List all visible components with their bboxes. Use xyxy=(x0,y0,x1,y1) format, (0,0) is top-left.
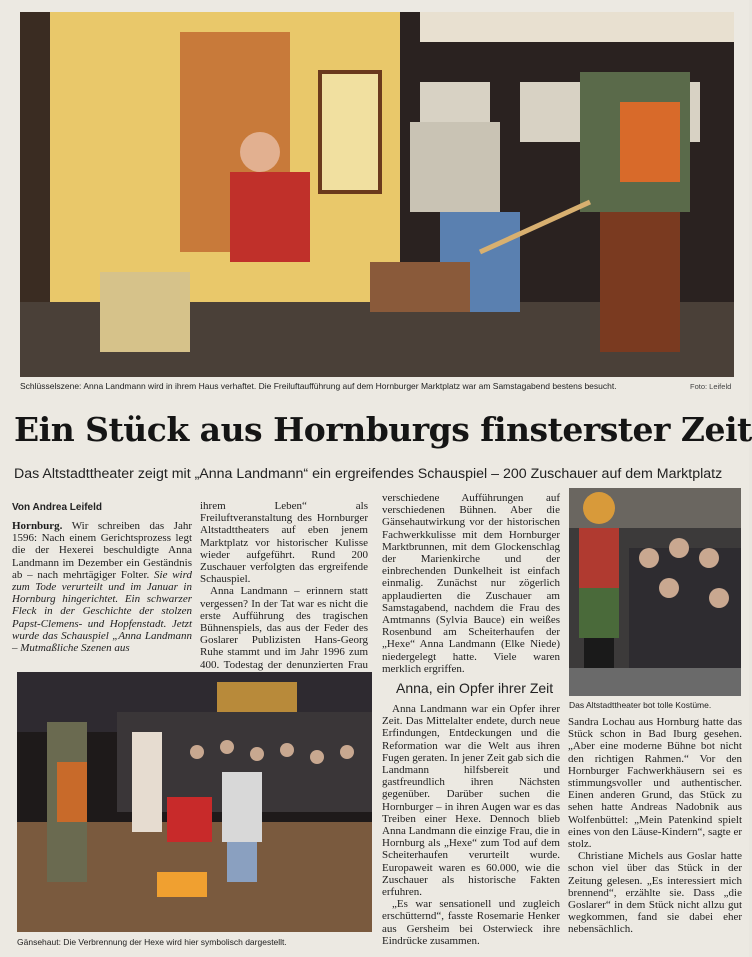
right-photo xyxy=(569,488,741,696)
col1-italic: Sie wird zum Tode verurteilt und im Januar in Hornburg hingerichtet. Ein schwarzer Fleck in der Geschichte der stolzen Papst-Clemens- und Hopfenstadt. Jetzt wurde das Schauspiel „Anna Landmann – Mutmaßliche Szenen aus xyxy=(12,568,192,655)
col2-paragraph-1: ihrem Leben“ als Freiluftveranstaltung des Hornburger Altstadttheaters auf eben jenem Marktplatz vor historischer Kulisse wieder aufgeführt. Rund 200 Zuschauer verfolgten das ergreifende Schauspiel. xyxy=(200,500,368,586)
top-photo-credit: Foto: Leifeld xyxy=(690,382,732,391)
col4-text-2: „Es war sensationell und zugleich erschütternd“, fasste Rosemarie Henker aus Gersheim bei Osterwieck ihre Eindrücke zusammen. xyxy=(382,898,560,947)
col1-text: Wir schreiben das Jahr 1596: Nach einem Gerichtsprozess legt die der Hexerei beschuldigte Anna Landmann im Dezember ein Geständnis ab – nach mehrtägiger Folter. xyxy=(12,520,192,581)
col2-paragraph-2: Anna Landmann – erinnern statt vergessen? In der Tat war es nicht die erste Aufführung des tragischen Bühnenspiels, das aus der Feder des Goslarer Publizisten Hans-Georg Ruhe stammt und im Jahr 1996 zum 400. Todestag der denunzierten Frau xyxy=(200,585,368,671)
right-photo-caption: Das Altstadttheater bot tolle Kostüme. xyxy=(569,700,712,710)
article-column-2 xyxy=(200,500,368,671)
article-column-1 xyxy=(12,520,192,668)
headline: Ein Stück aus Hornburgs finsterster Zeit xyxy=(14,410,752,449)
stage-scene-image xyxy=(20,12,734,377)
bottom-photo-caption: Gänsehaut: Die Verbrennung der Hexe wird hier symbolisch dargestellt. xyxy=(17,937,287,947)
section-subtitle: Anna, ein Opfer ihrer Zeit xyxy=(396,680,554,696)
article-column-5 xyxy=(568,716,742,954)
bottom-photo xyxy=(17,672,372,932)
col4-text: Anna Landmann war ein Opfer ihrer Zeit. Das Mittelalter endete, durch neue Erfindungen, Entdeckungen und die Reformation war die Welt aus ihren Fugen geraten. In jener Zeit gab sich die Landmann hilfsbereit und gastfreundlich ihren Nächsten gegenüber. Darüber suchen die Hornburger – in ihren Augen war es das Treiben einer Hexe. Dennoch blieb Anna Landmann die einzige Frau, die in Hornburg als „Hexe“ zum Tod auf dem Scheiterhaufen verurteilt wurde. Europaweit waren es 60.000, wie die Zuschauer als historische Fakten erfuhren. xyxy=(382,703,560,899)
witch-burning-scene-image xyxy=(17,672,372,932)
top-photo xyxy=(20,12,734,377)
article-column-3 xyxy=(382,492,560,675)
col5-text-2: Christiane Michels aus Goslar hatte schon viel über das Stück in der Zeitung gelesen. „Es interessiert mich brennend“, erzählte sie. Dass „die Goslarer“ in dem Stück nicht allzu gut wegkommen, fand sie dabei eher nebensächlich. xyxy=(568,850,742,936)
dateline: Hornburg. xyxy=(12,520,63,532)
byline: Von Andrea Leifeld xyxy=(12,502,103,513)
article-column-4 xyxy=(382,703,560,953)
col3-text: verschiedene Aufführungen auf verschiedenen Bühnen. Aber die Gänsehautwirkung vor der historischen Fachwerkkulisse mit dem Hornburger Marktbrunnen, mit dem Glockenschlag der Marienkirche und der einbrechenden Dunkelheit ist einfach einmalig. Zunächst nur zögerlich applaudierten die Zuschauer am Samstagabend, nachdem die Frau des Amtmanns (Sylvia Bauce) ein weißes Rosenbund am Scheiterhaufen der „Hexe“ Anna Landmann (Elke Niede) niedergelegt hatte. Viele waren merklich ergriffen. xyxy=(382,492,560,675)
col5-text: Sandra Lochau aus Hornburg hatte das Stück schon in Bad Iburg gesehen. „Aber eine moderne Bühne bot nicht den richtigen Rahmen.“ Vor den Hornburger Fachwerkhäusern sei es stimmungsvoller und authentischer. Einen anderen Grund, das Stück zu sehen hatte Andreas Nadobnik aus Wolfenbüttel: „Mein Patenkind spielt eines von den Läuse-Kindern“, sagte er stolz. xyxy=(568,716,742,851)
costume-audience-image xyxy=(569,488,741,696)
subheadline: Das Altstadttheater zeigt mit „Anna Landmann“ ein ergreifendes Schauspiel – 200 Zuschauer auf dem Marktplatz xyxy=(14,466,723,482)
top-photo-caption: Schlüsselszene: Anna Landmann wird in ihrem Haus verhaftet. Die Freiluftaufführung auf dem Hornburger Marktplatz war am Samstagabend bestens besucht. xyxy=(20,381,617,391)
